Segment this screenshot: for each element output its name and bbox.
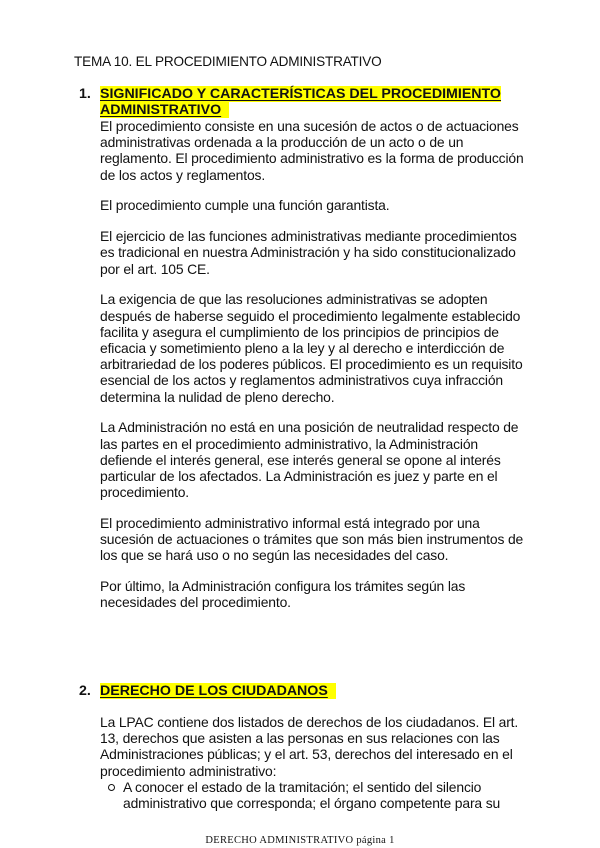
section-number: 1. — [79, 86, 91, 102]
section-body — [100, 714, 530, 811]
paragraph: La exigencia de que las resoluciones administrativas se adopten después de haberse seguido el procedimiento legalmente establecido facilita y asegura el cumplimiento de los principios de principios de eficacia y sometimiento pleno a la ley y al derecho e interdicción de arbitrariedad de los poderes públicos. El procedimiento es un requisito esencial de los actos y reglamentos administrativos cuya infracción determina la nulidad de pleno derecho. — [100, 291, 523, 405]
section-heading — [100, 683, 520, 699]
section-body — [100, 118, 530, 625]
page-footer: DERECHO ADMINISTRATIVO página 1 — [205, 835, 395, 846]
bullet-list — [100, 779, 530, 811]
section-heading-text: DERECHO DE LOS CIUDADANOS — [100, 683, 336, 699]
paragraph: El ejercicio de las funciones administrativas mediante procedimientos es tradicional en nuestra Administración y ha sido constitucionalizado por el art. 105 CE. — [100, 228, 517, 277]
document-title: TEMA 10. EL PROCEDIMIENTO ADMINISTRATIVO — [74, 54, 382, 69]
list-item — [100, 779, 530, 811]
list-item-text: A conocer el estado de la tramitación; el sentido del silencio administrativo que corresponda; el órgano competente para su — [123, 778, 501, 812]
section-number: 2. — [79, 683, 91, 699]
hollow-bullet-icon — [108, 784, 115, 791]
paragraph: El procedimiento cumple una función garantista. — [100, 197, 390, 214]
paragraph: El procedimiento administrativo informal está integrado por una sucesión de actuaciones o trámites que son más bien instrumentos de los que se hará uso o no según las necesidades del caso. — [100, 515, 524, 564]
paragraph: La LPAC contiene dos listados de derechos de los ciudadanos. El art. 13, derechos que asisten a las personas en sus relaciones con las Administraciones públicas; y el art. 53, derechos del interesado en el procedimiento administrativo: — [100, 714, 519, 779]
paragraph: La Administración no está en una posición de neutralidad respecto de las partes en el procedimiento administrativo, la Administración defiende el interés general, ese interés general se opone al interés particular de los afectados. La Administración es juez y parte en el procedimiento. — [100, 419, 519, 501]
section-heading-text: SIGNIFICADO Y CARACTERÍSTICAS DEL PROCEDIMIENTO ADMINISTRATIVO — [100, 86, 501, 118]
section-heading — [100, 86, 520, 118]
paragraph: El procedimiento consiste en una sucesión de actos o de actuaciones administrativas ordenada a la producción de un acto o de un reglamento. El procedimiento administrativo es la forma de producción de los actos y reglamentos. — [100, 118, 524, 183]
paragraph: Por último, la Administración configura los trámites según las necesidades del procedimiento. — [100, 578, 466, 611]
